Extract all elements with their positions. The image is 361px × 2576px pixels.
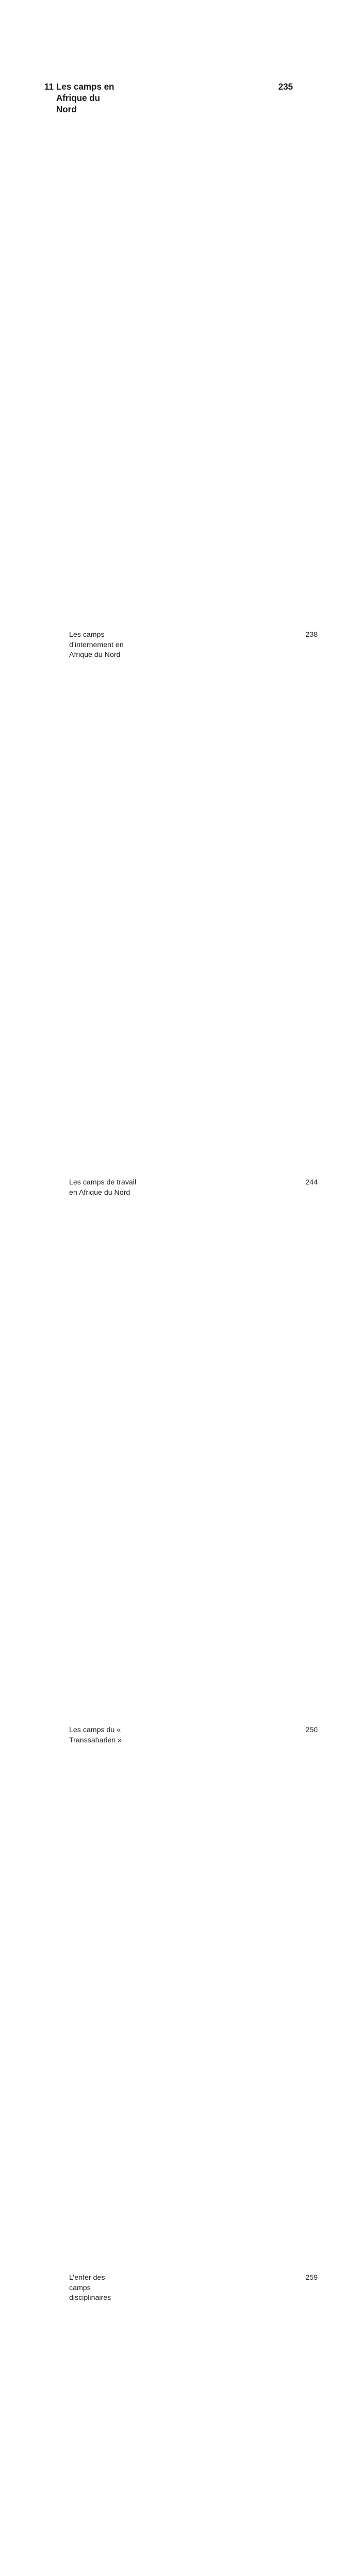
toc-entry[interactable] [44, 1685, 352, 2232]
chapter-heading[interactable] [44, 41, 327, 588]
entry-page-number: 238 [144, 589, 352, 1137]
toc-entry[interactable] [44, 1137, 352, 1685]
chapter-number: 11 [44, 82, 54, 92]
entry-label: Les camps de travail en Afrique du Nord [69, 1178, 137, 1197]
entry-label: L’enfer des camps disciplinaires [69, 2274, 111, 2302]
entry-page-number: 250 [129, 1685, 352, 2232]
entry-page-number: 259 [128, 2232, 352, 2576]
entry-label: Les camps du « Transsaharien » [69, 1726, 122, 1744]
chapter-title: Les camps en Afrique du Nord [56, 82, 114, 114]
toc-entry[interactable] [44, 589, 352, 1137]
chapter-page-number: 235 [122, 41, 327, 588]
entry-label: Les camps d’internement en Afrique du Nord [69, 631, 124, 659]
toc-entry[interactable] [44, 2232, 352, 2576]
entry-page-number: 244 [139, 1137, 352, 1685]
table-of-contents [44, 41, 327, 2576]
chapter-block [44, 41, 327, 2576]
